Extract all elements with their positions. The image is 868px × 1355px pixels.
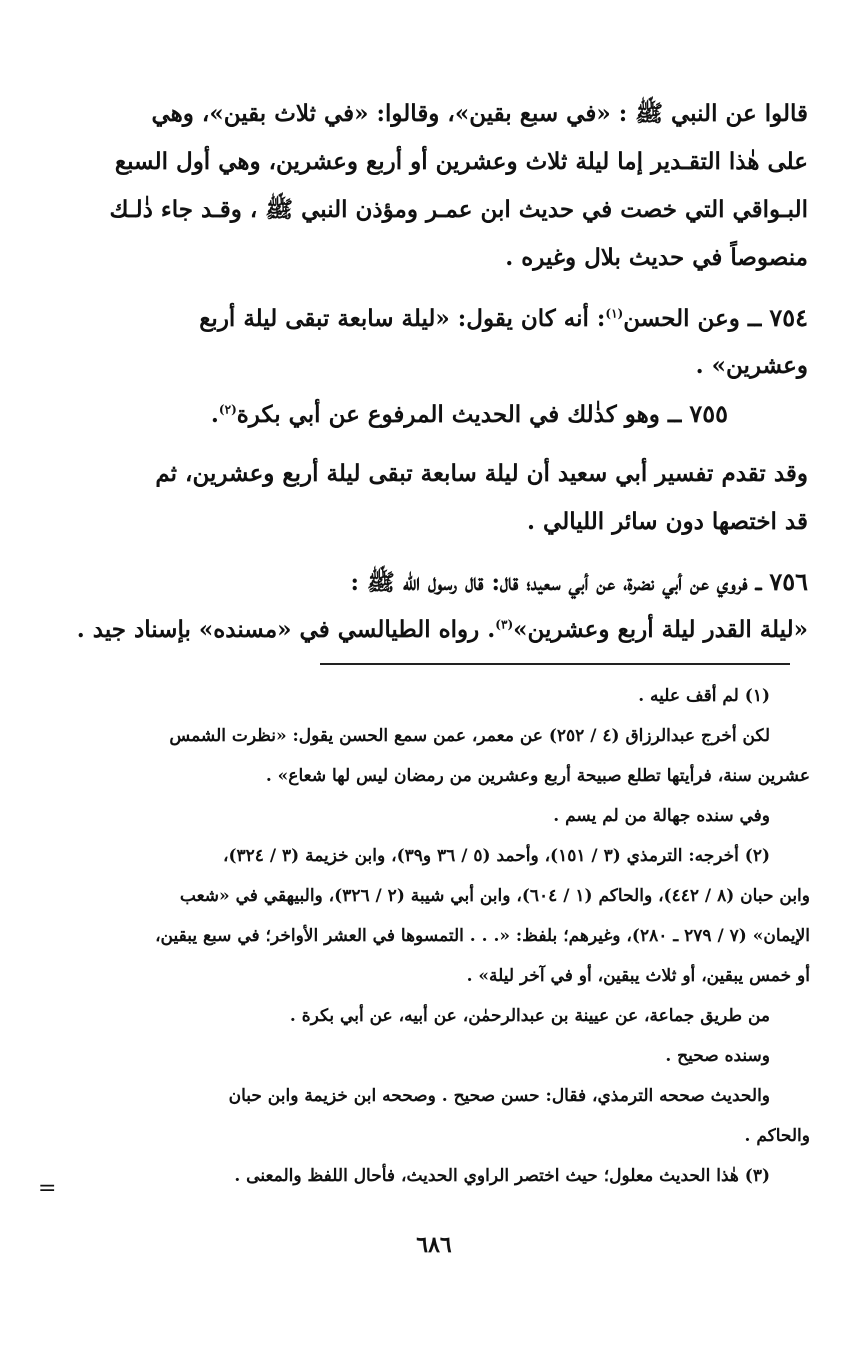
footnotes	[40, 676, 810, 1196]
hadith-number: ٧٥٥	[689, 399, 728, 428]
footnote-separator	[320, 663, 790, 665]
main-text	[72, 90, 808, 654]
text-line: البـواقي التي خصت في حديث ابن عمـر ومؤذن النبي ﷺ ، وقـد جاء ذٰلـك	[109, 196, 808, 223]
paragraph-755	[72, 390, 808, 438]
footnote-line: الإيمان» (٧ / ٢٧٩ ـ ٢٨٠)، وغيرهم؛ بلفظ: «. . . التمسوها في العشر الأواخر؛ في سبع يبقين،	[155, 926, 810, 946]
footnote-line: وفي سنده جهالة من لم يسم .	[553, 806, 770, 826]
footnote-line: والحديث صححه الترمذي، فقال: حسن صحيح . وصححه ابن خزيمة وابن حبان	[228, 1086, 770, 1106]
paragraph-756-line2	[72, 606, 808, 654]
text-line: منصوصاً في حديث بلال وغيره .	[505, 244, 808, 271]
page-number: ٦٨٦	[416, 1232, 452, 1258]
footnote-line: والحاكم .	[744, 1126, 810, 1146]
footnote-ref: (٢)	[218, 402, 237, 417]
quote-text: «ليلة القدر ليلة أربع وعشرين»	[513, 616, 808, 643]
footnote-line: وسنده صحيح .	[665, 1046, 770, 1066]
paragraph-text: ــ فروي عن أبي نضرة، عن أبي سعيد؛ قال: قال رسول الله ﷺ :	[350, 569, 770, 596]
text-line: قد اختصها دون سائر الليالي .	[527, 508, 808, 535]
footnote-line: (١) لم أقف عليه .	[638, 686, 770, 706]
text-line: وقد تقدم تفسير أبي سعيد أن ليلة سابعة تبقى ليلة أربع وعشرين، ثم	[155, 460, 808, 487]
paragraph-text: .	[210, 401, 219, 428]
footnote-ref: (١)	[605, 306, 624, 321]
margin-mark: =	[38, 1176, 57, 1201]
paragraph-754	[72, 294, 808, 342]
paragraph-text: ــ وهو كذٰلك في الحديث المرفوع عن أبي بكرة	[236, 401, 690, 428]
text-line: قالوا عن النبي ﷺ : «في سبع بقين»، وقالوا: «في ثلاث بقين»، وهي	[151, 100, 808, 127]
hadith-number: ٧٥٤	[769, 303, 808, 332]
hadith-number: ٧٥٦	[769, 567, 808, 596]
footnote-line: من طريق جماعة، عن عيينة بن عبدالرحمٰن، عن أبيه، عن أبي بكرة .	[289, 1006, 770, 1026]
footnote-line: عشرين سنة، فرأيتها تطلع صبيحة أربع وعشرين من رمضان ليس لها شعاع» .	[265, 766, 810, 786]
footnote-ref: (٣)	[495, 617, 514, 632]
text-line: على هٰذا التقـدير إما ليلة ثلاث وعشرين أو أربع وعشرين، وهي أول السبع	[114, 148, 808, 175]
text-line: وعشرين» .	[695, 352, 808, 379]
paragraph-text: : أنه كان يقول: «ليلة سابعة تبقى ليلة أربع	[199, 305, 606, 332]
footnote-line: (٣) هٰذا الحديث معلول؛ حيث اختصر الراوي الحديث، فأحال اللفظ والمعنى .	[234, 1166, 770, 1186]
footnote-line: وابن حبان (٨ / ٤٤٢)، والحاكم (١ / ٦٠٤)، وابن أبي شيبة (٢ / ٣٢٦)، والبيهقي في «شعب	[179, 886, 810, 906]
footnote-line: لكن أخرج عبدالرزاق (٤ / ٢٥٢) عن معمر، عمن سمع الحسن يقول: «نظرت الشمس	[169, 726, 770, 746]
paragraph-756	[72, 558, 808, 606]
footnote-line: (٢) أخرجه: الترمذي (٣ / ١٥١)، وأحمد (٥ / ٣٦ و٣٩)، وابن خزيمة (٣ / ٣٢٤)،	[223, 846, 770, 866]
footnote-line: أو خمس يبقين، أو ثلاث يبقين، أو في آخر ليلة» .	[466, 966, 810, 986]
paragraph-text: ــ وعن الحسن	[623, 305, 770, 332]
paragraph-text: . رواه الطيالسي في «مسنده» بإسناد جيد .	[76, 616, 496, 643]
